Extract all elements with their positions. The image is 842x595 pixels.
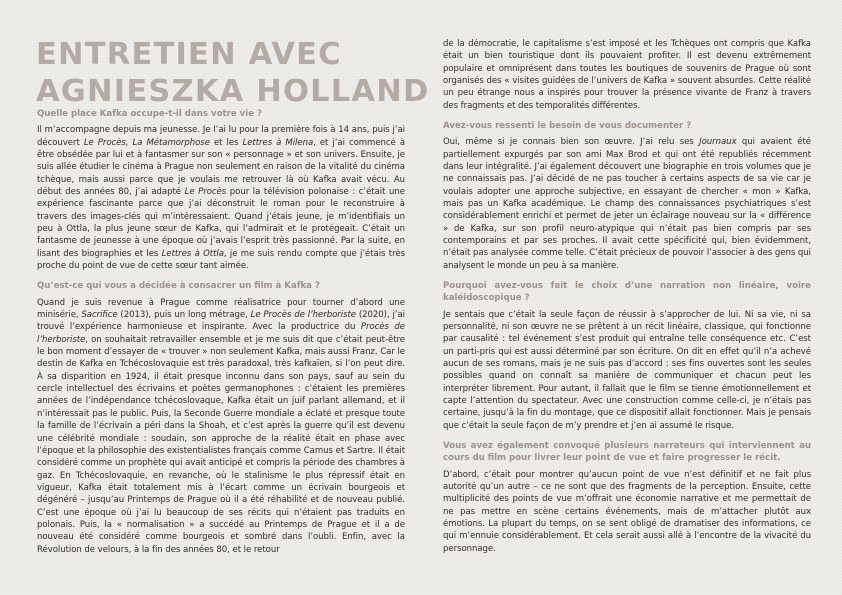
work-title: Le Procès bbox=[184, 187, 227, 198]
answer-paragraph bbox=[443, 469, 811, 555]
work-title: Lettres à Ottla bbox=[161, 248, 224, 259]
title-line-1: ENTRETIEN AVEC bbox=[36, 37, 342, 72]
answer-paragraph bbox=[443, 309, 811, 432]
answer-text: , et j’ai commencé à être obsédée par lui et à fantasmer sur son « personnage » et son univers. Ensuite, je suis allée étudier le cinéma à Prague non seulement en raison de la vitalité du cinéma tchèque, mais aussi parce que je voulais me retrouver là où Kafka avait vécu. Au début des années 80, j’ai adapté bbox=[37, 137, 406, 198]
interview-question: Vous avez également convoqué plusieurs narrateurs qui interviennent au cours du film pour livrer leur point de vue et faire progresser le récit. bbox=[443, 441, 811, 464]
answer-paragraph bbox=[443, 38, 811, 112]
answer-text: , on souhaitait retravailler ensemble et je me suis dit que c’était peut-être le bon moment d’essayer de « trouver » non seulement Kafka, mais aussi Franz. Car le destin de Kafka en Tchécoslovaquie est très paradoxal, très kafkaïen, si l’on peut dire. À sa disparition en 1924, il était presque inconnu dans son pays, sauf au sein du cercle intellectuel des écrivains et poètes germanophones : c’étaient les premières années de l’indépendance tchécoslovaque, Kafka était un juif parlant allemand, et il n’intéressait pas le public. Puis, la Seconde Guerre mondiale a éclaté et presque toute la famille de l’écrivain a péri dans la Shoah, et c’est après la guerre qu’il est devenu une célébrité mondiale : soudain, son approche de la réalité était en phase avec l’époque et la philosophie des existentialistes français comme Camus et Sartre. Il était considéré comme un prophète qui avait anticipé et compris la période des chambres à gaz. En Tchécoslovaquie, en revanche, où le stalinisme le plus répressif était en vigueur, Kafka était totalement mis à l’écart comme un écrivain bourgeois et dégénéré – jusqu’au Printemps de Prague où il a été réhabilité et de nouveau publié. C’est une époque où j’ai lu beaucoup de ses récits qui n’étaient pas traduits en polonais. Puis, la « normalisation » a succédé au Printemps de Prague et il a de nouveau été considéré comme bourgeois et sombré dans l’oubli. Enfin, avec la Révolution de velours, à la fin des années 80, et le retour bbox=[37, 334, 405, 555]
answer-paragraph bbox=[37, 124, 405, 272]
right-column bbox=[443, 38, 811, 563]
work-title: Le Procès de l’herboriste bbox=[250, 310, 356, 321]
answer-text: de la démocratie, le capitalisme s’est imposé et les Tchèques ont compris que Kafka était un bien touristique dont ils pouvaient profiter. Il est devenu extrêmement populaire et omniprésent dans toutes les boutiques de souvenirs de Prague où sont organisés des « visites guidées de l’univers de Kafka » souvent absurdes. Cette réalité un peu étrange nous a inspirés pour trouver la présence vivante de Franz à travers des fragments et des temporalités différentes. bbox=[443, 39, 811, 111]
answer-text: et les bbox=[209, 137, 243, 148]
answer-text: Quand je suis revenue à Prague comme réalisatrice pour tourner d’abord une minisérie, bbox=[37, 297, 405, 321]
answer-text: qui avaient été partiellement expurgés par son ami Max Brod et qui ont été republiés récemment dans leur intégralité. J’ai également découvert une biographie en trois volumes que je ne connaissais pas. J’ai décidé de ne pas toucher à certains aspects de sa vie car je voulais adopter une approche subjective, en essayant de chercher « mon » Kafka, mais pas un Kafka académique. Le champ des connaissances psychiatriques s’est considérablement enrichi et permet de jeter un éclairage nouveau sur la « différence » de Kafka, sur son profil neuro-atypique qui n’était pas bien compris par ses contemporains et par ses proches. Il avait cette spécificité qui, bien évidemment, n’était pas analysée comme telle. C’était précieux de pouvoir l’associer à des gens qui analysent le monde un peu à sa manière. bbox=[443, 137, 811, 271]
answer-text: (2013), puis un long métrage, bbox=[117, 310, 251, 321]
interview-question: Pourquoi avez-vous fait le choix d’une narration non linéaire, voire kaléidoscopique ? bbox=[443, 281, 811, 304]
left-column bbox=[37, 108, 405, 564]
answer-text: Il m’accompagne depuis ma jeunesse. Je l’ai lu pour la première fois à 14 ans, puis j’ai découvert bbox=[37, 125, 405, 148]
work-title: Sacrifice bbox=[81, 310, 118, 321]
work-title: Journaux bbox=[699, 137, 737, 148]
page-title bbox=[36, 36, 429, 110]
work-title: Le Procès, La Métamorphose bbox=[83, 137, 210, 148]
answer-text: Je sentais que c’était la seule façon de réussir à s’approcher de lui. Ni sa vie, ni sa personnalité, ni son œuvre ne se prêtent à un récit linéaire, classique, qui fonctionne par causalité : tel événement s’est produit qui entraîne telle conséquence etc. C’est un parti-pris qui est aussi déterminé par son écriture. On dit en effet qu’il n’a achevé aucun de ses romans, mais je ne suis pas d’accord : ses fins ouvertes sont les seules possibles quand on connaît sa manière de communiquer et chacun peut les interpréter librement. Pour autant, il fallait que le film se tienne émotionnellement et capte l’attention du spectateur. Avec une construction comme celle-ci, je n’étais pas certaine, jusqu’à la fin du montage, que ce dispositif allait fonctionner. Mais je pensais que c’était la seule façon de m’y prendre et j’en ai assumé le risque. bbox=[443, 309, 811, 431]
work-title: Procès de l’herboriste bbox=[37, 322, 405, 345]
title-line-2: AGNIESZKA HOLLAND bbox=[36, 74, 430, 109]
answer-text: D’abord, c’était pour montrer qu’aucun point de vue n’est définitif et ne fait plus autorité qu’un autre – ce ne sont que des fragments de la perception. Ensuite, cette multiplicité des points de vue m’offrait une économie narrative et me permettait de ne pas mettre en scène certains événements, mais de m’attacher plutôt aux émotions. La plupart du temps, on se sent obligé de dramatiser des informations, ce qui m’ennuie considérablement. Et cela serait aussi allé à l’encontre de la vivacité du personnage. bbox=[443, 469, 811, 554]
answer-text: (2020), j’ai trouvé l’expérience harmonieuse et inspirante. Avec la productrice du bbox=[37, 310, 405, 333]
answer-text: , je me suis rendu compte que j’étais très proche du point de vue de cette sœur tant aimée. bbox=[37, 248, 405, 272]
interview-question: Avez-vous ressenti le besoin de vous documenter ? bbox=[443, 121, 692, 132]
answer-paragraph bbox=[37, 297, 405, 556]
interview-question: Qu’est-ce qui vous a décidée à consacrer un film à Kafka ? bbox=[37, 281, 320, 292]
answer-paragraph bbox=[443, 136, 811, 272]
interview-question: Quelle place Kafka occupe-t-il dans votre vie ? bbox=[37, 109, 262, 119]
answer-text: Oui, même si je connais bien son œuvre. J’ai relu ses bbox=[443, 137, 700, 148]
answer-text: pour la télévision polonaise : c’était une expérience fascinante parce que j’ai déconstruit le roman pour le reconstruire à travers des images-clés qui m’intéressaient. Quand j’étais jeune, je m’identifiais un peu à Ottla, la plus jeune sœur de Kafka, qui l’admirait et le protégeait. C’était un fantasme de jeunesse à une époque où j’avais l’esprit très passionné. Par la suite, en lisant des biographies et les bbox=[37, 187, 405, 259]
work-title: Lettres à Milena bbox=[242, 137, 314, 148]
